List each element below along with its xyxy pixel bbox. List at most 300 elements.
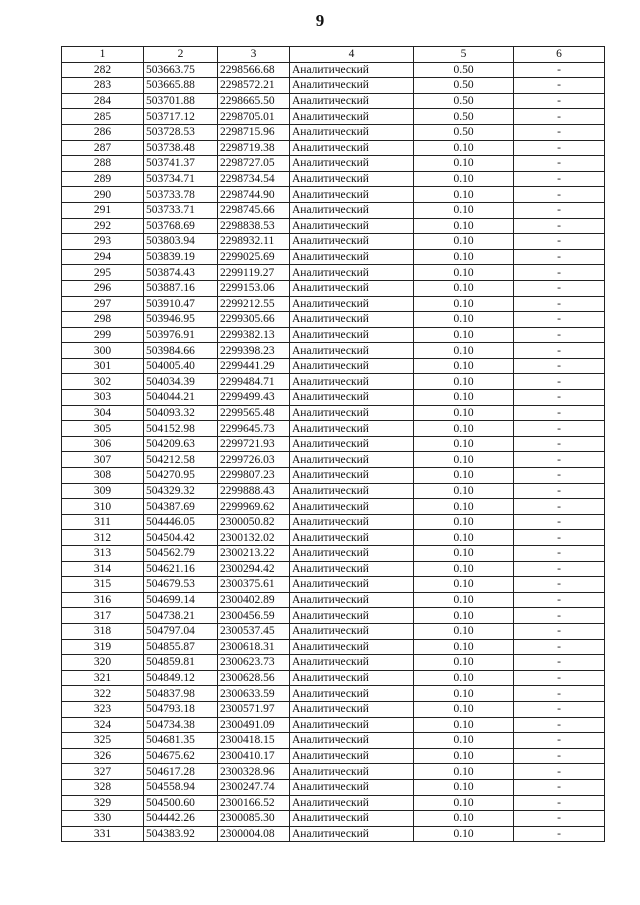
note-cell: -: [514, 452, 605, 468]
method-cell: Аналитический: [290, 764, 414, 780]
table-row: [62, 265, 605, 281]
point-number-cell: 307: [62, 452, 144, 468]
table-row: [62, 374, 605, 390]
method-cell: Аналитический: [290, 826, 414, 842]
y-coordinate-cell: 2300050.82: [218, 514, 290, 530]
table-row: [62, 701, 605, 717]
x-coordinate-cell: 503665.88: [144, 78, 218, 94]
point-number-cell: 300: [62, 343, 144, 359]
y-coordinate-cell: 2300456.59: [218, 608, 290, 624]
note-cell: -: [514, 62, 605, 78]
table-row: [62, 530, 605, 546]
header-cell-y: 3: [218, 47, 290, 63]
point-number-cell: 331: [62, 826, 144, 842]
note-cell: -: [514, 483, 605, 499]
accuracy-cell: 0.50: [414, 109, 514, 125]
x-coordinate-cell: 504093.32: [144, 405, 218, 421]
note-cell: -: [514, 764, 605, 780]
point-number-cell: 288: [62, 156, 144, 172]
method-cell: Аналитический: [290, 468, 414, 484]
method-cell: Аналитический: [290, 62, 414, 78]
accuracy-cell: 0.50: [414, 62, 514, 78]
x-coordinate-cell: 504446.05: [144, 514, 218, 530]
table-row: [62, 343, 605, 359]
method-cell: Аналитический: [290, 296, 414, 312]
y-coordinate-cell: 2300247.74: [218, 779, 290, 795]
note-cell: -: [514, 405, 605, 421]
table-row: [62, 171, 605, 187]
x-coordinate-cell: 503701.88: [144, 93, 218, 109]
table-row: [62, 280, 605, 296]
x-coordinate-cell: 504797.04: [144, 623, 218, 639]
table-row: [62, 717, 605, 733]
x-coordinate-cell: 503728.53: [144, 124, 218, 140]
table-row: [62, 670, 605, 686]
x-coordinate-cell: 503976.91: [144, 327, 218, 343]
x-coordinate-cell: 504621.16: [144, 561, 218, 577]
method-cell: Аналитический: [290, 592, 414, 608]
accuracy-cell: 0.10: [414, 358, 514, 374]
accuracy-cell: 0.10: [414, 280, 514, 296]
accuracy-cell: 0.10: [414, 265, 514, 281]
point-number-cell: 328: [62, 779, 144, 795]
x-coordinate-cell: 504558.94: [144, 779, 218, 795]
accuracy-cell: 0.10: [414, 405, 514, 421]
point-number-cell: 324: [62, 717, 144, 733]
note-cell: -: [514, 748, 605, 764]
point-number-cell: 310: [62, 499, 144, 515]
point-number-cell: 325: [62, 733, 144, 749]
note-cell: -: [514, 592, 605, 608]
header-cell-note: 6: [514, 47, 605, 63]
point-number-cell: 297: [62, 296, 144, 312]
accuracy-cell: 0.10: [414, 187, 514, 203]
accuracy-cell: 0.10: [414, 826, 514, 842]
x-coordinate-cell: 504500.60: [144, 795, 218, 811]
method-cell: Аналитический: [290, 265, 414, 281]
header-cell-point-number: 1: [62, 47, 144, 63]
x-coordinate-cell: 504675.62: [144, 748, 218, 764]
note-cell: -: [514, 234, 605, 250]
accuracy-cell: 0.10: [414, 655, 514, 671]
method-cell: Аналитический: [290, 109, 414, 125]
method-cell: Аналитический: [290, 343, 414, 359]
method-cell: Аналитический: [290, 670, 414, 686]
point-number-cell: 320: [62, 655, 144, 671]
method-cell: Аналитический: [290, 421, 414, 437]
note-cell: -: [514, 670, 605, 686]
method-cell: Аналитический: [290, 78, 414, 94]
point-number-cell: 295: [62, 265, 144, 281]
note-cell: -: [514, 655, 605, 671]
x-coordinate-cell: 503887.16: [144, 280, 218, 296]
point-number-cell: 290: [62, 187, 144, 203]
point-number-cell: 323: [62, 701, 144, 717]
header-cell-x: 2: [144, 47, 218, 63]
table-row: [62, 436, 605, 452]
coordinates-table: [61, 46, 605, 842]
method-cell: Аналитический: [290, 608, 414, 624]
table-row: [62, 405, 605, 421]
y-coordinate-cell: 2300418.15: [218, 733, 290, 749]
table-row: [62, 639, 605, 655]
accuracy-cell: 0.10: [414, 452, 514, 468]
point-number-cell: 283: [62, 78, 144, 94]
accuracy-cell: 0.10: [414, 530, 514, 546]
table-row: [62, 577, 605, 593]
note-cell: -: [514, 296, 605, 312]
table-row: [62, 468, 605, 484]
note-cell: -: [514, 811, 605, 827]
point-number-cell: 302: [62, 374, 144, 390]
method-cell: Аналитический: [290, 390, 414, 406]
note-cell: -: [514, 436, 605, 452]
table-row: [62, 483, 605, 499]
y-coordinate-cell: 2298745.66: [218, 202, 290, 218]
y-coordinate-cell: 2299153.06: [218, 280, 290, 296]
y-coordinate-cell: 2300623.73: [218, 655, 290, 671]
note-cell: -: [514, 124, 605, 140]
table-row: [62, 249, 605, 265]
note-cell: -: [514, 795, 605, 811]
method-cell: Аналитический: [290, 124, 414, 140]
y-coordinate-cell: 2300628.56: [218, 670, 290, 686]
point-number-cell: 306: [62, 436, 144, 452]
accuracy-cell: 0.10: [414, 202, 514, 218]
y-coordinate-cell: 2298727.05: [218, 156, 290, 172]
x-coordinate-cell: 504855.87: [144, 639, 218, 655]
method-cell: Аналитический: [290, 733, 414, 749]
method-cell: Аналитический: [290, 405, 414, 421]
method-cell: Аналитический: [290, 701, 414, 717]
table-row: [62, 811, 605, 827]
y-coordinate-cell: 2299119.27: [218, 265, 290, 281]
y-coordinate-cell: 2299212.55: [218, 296, 290, 312]
accuracy-cell: 0.10: [414, 592, 514, 608]
method-cell: Аналитический: [290, 639, 414, 655]
accuracy-cell: 0.10: [414, 390, 514, 406]
accuracy-cell: 0.10: [414, 374, 514, 390]
point-number-cell: 329: [62, 795, 144, 811]
table-row: [62, 733, 605, 749]
y-coordinate-cell: 2298719.38: [218, 140, 290, 156]
note-cell: -: [514, 733, 605, 749]
method-cell: Аналитический: [290, 514, 414, 530]
accuracy-cell: 0.10: [414, 717, 514, 733]
method-cell: Аналитический: [290, 140, 414, 156]
method-cell: Аналитический: [290, 811, 414, 827]
table-row: [62, 623, 605, 639]
accuracy-cell: 0.10: [414, 421, 514, 437]
method-cell: Аналитический: [290, 655, 414, 671]
point-number-cell: 326: [62, 748, 144, 764]
table-row: [62, 62, 605, 78]
table-row: [62, 514, 605, 530]
y-coordinate-cell: 2300004.08: [218, 826, 290, 842]
x-coordinate-cell: 504270.95: [144, 468, 218, 484]
x-coordinate-cell: 504681.35: [144, 733, 218, 749]
note-cell: -: [514, 156, 605, 172]
table-row: [62, 358, 605, 374]
x-coordinate-cell: 503733.78: [144, 187, 218, 203]
y-coordinate-cell: 2300085.30: [218, 811, 290, 827]
point-number-cell: 308: [62, 468, 144, 484]
table-row: [62, 795, 605, 811]
point-number-cell: 299: [62, 327, 144, 343]
accuracy-cell: 0.10: [414, 639, 514, 655]
table-row: [62, 187, 605, 203]
note-cell: -: [514, 109, 605, 125]
y-coordinate-cell: 2300166.52: [218, 795, 290, 811]
x-coordinate-cell: 504562.79: [144, 546, 218, 562]
table-row: [62, 655, 605, 671]
point-number-cell: 301: [62, 358, 144, 374]
point-number-cell: 286: [62, 124, 144, 140]
x-coordinate-cell: 504793.18: [144, 701, 218, 717]
y-coordinate-cell: 2298838.53: [218, 218, 290, 234]
note-cell: -: [514, 171, 605, 187]
x-coordinate-cell: 503733.71: [144, 202, 218, 218]
table-row: [62, 390, 605, 406]
point-number-cell: 322: [62, 686, 144, 702]
note-cell: -: [514, 265, 605, 281]
method-cell: Аналитический: [290, 218, 414, 234]
x-coordinate-cell: 504005.40: [144, 358, 218, 374]
accuracy-cell: 0.10: [414, 249, 514, 265]
x-coordinate-cell: 504837.98: [144, 686, 218, 702]
y-coordinate-cell: 2298744.90: [218, 187, 290, 203]
point-number-cell: 293: [62, 234, 144, 250]
y-coordinate-cell: 2300294.42: [218, 561, 290, 577]
table-row: [62, 202, 605, 218]
accuracy-cell: 0.10: [414, 561, 514, 577]
y-coordinate-cell: 2298705.01: [218, 109, 290, 125]
method-cell: Аналитический: [290, 686, 414, 702]
method-cell: Аналитический: [290, 717, 414, 733]
x-coordinate-cell: 504044.21: [144, 390, 218, 406]
y-coordinate-cell: 2299305.66: [218, 312, 290, 328]
accuracy-cell: 0.10: [414, 312, 514, 328]
x-coordinate-cell: 503741.37: [144, 156, 218, 172]
note-cell: -: [514, 623, 605, 639]
table-row: [62, 561, 605, 577]
note-cell: -: [514, 779, 605, 795]
method-cell: Аналитический: [290, 312, 414, 328]
point-number-cell: 315: [62, 577, 144, 593]
note-cell: -: [514, 218, 605, 234]
point-number-cell: 305: [62, 421, 144, 437]
table-row: [62, 93, 605, 109]
note-cell: -: [514, 530, 605, 546]
accuracy-cell: 0.10: [414, 670, 514, 686]
method-cell: Аналитический: [290, 358, 414, 374]
note-cell: -: [514, 390, 605, 406]
method-cell: Аналитический: [290, 156, 414, 172]
note-cell: -: [514, 717, 605, 733]
table-row: [62, 546, 605, 562]
table-row: [62, 140, 605, 156]
point-number-cell: 319: [62, 639, 144, 655]
y-coordinate-cell: 2299969.62: [218, 499, 290, 515]
y-coordinate-cell: 2299726.03: [218, 452, 290, 468]
point-number-cell: 292: [62, 218, 144, 234]
accuracy-cell: 0.10: [414, 577, 514, 593]
y-coordinate-cell: 2300213.22: [218, 546, 290, 562]
accuracy-cell: 0.10: [414, 296, 514, 312]
accuracy-cell: 0.10: [414, 623, 514, 639]
method-cell: Аналитический: [290, 202, 414, 218]
accuracy-cell: 0.10: [414, 795, 514, 811]
point-number-cell: 330: [62, 811, 144, 827]
x-coordinate-cell: 503874.43: [144, 265, 218, 281]
accuracy-cell: 0.10: [414, 483, 514, 499]
point-number-cell: 317: [62, 608, 144, 624]
table-row: [62, 826, 605, 842]
y-coordinate-cell: 2300402.89: [218, 592, 290, 608]
y-coordinate-cell: 2300375.61: [218, 577, 290, 593]
table-row: [62, 218, 605, 234]
accuracy-cell: 0.10: [414, 140, 514, 156]
note-cell: -: [514, 701, 605, 717]
y-coordinate-cell: 2300132.02: [218, 530, 290, 546]
accuracy-cell: 0.10: [414, 514, 514, 530]
y-coordinate-cell: 2298665.50: [218, 93, 290, 109]
x-coordinate-cell: 503839.19: [144, 249, 218, 265]
point-number-cell: 327: [62, 764, 144, 780]
y-coordinate-cell: 2299721.93: [218, 436, 290, 452]
y-coordinate-cell: 2300633.59: [218, 686, 290, 702]
method-cell: Аналитический: [290, 171, 414, 187]
y-coordinate-cell: 2298734.54: [218, 171, 290, 187]
table-row: [62, 608, 605, 624]
x-coordinate-cell: 503663.75: [144, 62, 218, 78]
y-coordinate-cell: 2298715.96: [218, 124, 290, 140]
method-cell: Аналитический: [290, 452, 414, 468]
note-cell: -: [514, 546, 605, 562]
point-number-cell: 313: [62, 546, 144, 562]
method-cell: Аналитический: [290, 374, 414, 390]
method-cell: Аналитический: [290, 499, 414, 515]
accuracy-cell: 0.50: [414, 93, 514, 109]
y-coordinate-cell: 2299398.23: [218, 343, 290, 359]
note-cell: -: [514, 312, 605, 328]
y-coordinate-cell: 2298566.68: [218, 62, 290, 78]
x-coordinate-cell: 504738.21: [144, 608, 218, 624]
method-cell: Аналитический: [290, 779, 414, 795]
point-number-cell: 318: [62, 623, 144, 639]
point-number-cell: 312: [62, 530, 144, 546]
point-number-cell: 311: [62, 514, 144, 530]
y-coordinate-cell: 2299484.71: [218, 374, 290, 390]
method-cell: Аналитический: [290, 795, 414, 811]
table-row: [62, 156, 605, 172]
table-row: [62, 748, 605, 764]
method-cell: Аналитический: [290, 530, 414, 546]
table-body: [62, 62, 605, 842]
note-cell: -: [514, 187, 605, 203]
x-coordinate-cell: 503738.48: [144, 140, 218, 156]
table-row: [62, 686, 605, 702]
accuracy-cell: 0.10: [414, 748, 514, 764]
accuracy-cell: 0.10: [414, 811, 514, 827]
point-number-cell: 284: [62, 93, 144, 109]
x-coordinate-cell: 504152.98: [144, 421, 218, 437]
point-number-cell: 291: [62, 202, 144, 218]
note-cell: -: [514, 343, 605, 359]
note-cell: -: [514, 374, 605, 390]
x-coordinate-cell: 504617.28: [144, 764, 218, 780]
note-cell: -: [514, 78, 605, 94]
note-cell: -: [514, 639, 605, 655]
x-coordinate-cell: 504504.42: [144, 530, 218, 546]
note-cell: -: [514, 421, 605, 437]
table-row: [62, 499, 605, 515]
note-cell: -: [514, 577, 605, 593]
point-number-cell: 296: [62, 280, 144, 296]
table-row: [62, 312, 605, 328]
x-coordinate-cell: 504734.38: [144, 717, 218, 733]
y-coordinate-cell: 2299888.43: [218, 483, 290, 499]
point-number-cell: 303: [62, 390, 144, 406]
note-cell: -: [514, 202, 605, 218]
note-cell: -: [514, 499, 605, 515]
accuracy-cell: 0.10: [414, 156, 514, 172]
table-row: [62, 327, 605, 343]
accuracy-cell: 0.10: [414, 327, 514, 343]
method-cell: Аналитический: [290, 327, 414, 343]
method-cell: Аналитический: [290, 483, 414, 499]
point-number-cell: 282: [62, 62, 144, 78]
table-row: [62, 779, 605, 795]
y-coordinate-cell: 2299565.48: [218, 405, 290, 421]
accuracy-cell: 0.10: [414, 733, 514, 749]
accuracy-cell: 0.10: [414, 779, 514, 795]
accuracy-cell: 0.10: [414, 686, 514, 702]
note-cell: -: [514, 358, 605, 374]
method-cell: Аналитический: [290, 280, 414, 296]
x-coordinate-cell: 504034.39: [144, 374, 218, 390]
y-coordinate-cell: 2300537.45: [218, 623, 290, 639]
accuracy-cell: 0.10: [414, 546, 514, 562]
table-row: [62, 78, 605, 94]
point-number-cell: 289: [62, 171, 144, 187]
y-coordinate-cell: 2299441.29: [218, 358, 290, 374]
x-coordinate-cell: 504859.81: [144, 655, 218, 671]
point-number-cell: 309: [62, 483, 144, 499]
y-coordinate-cell: 2300491.09: [218, 717, 290, 733]
x-coordinate-cell: 504849.12: [144, 670, 218, 686]
method-cell: Аналитический: [290, 546, 414, 562]
x-coordinate-cell: 504383.92: [144, 826, 218, 842]
table-row: [62, 296, 605, 312]
method-cell: Аналитический: [290, 187, 414, 203]
method-cell: Аналитический: [290, 93, 414, 109]
table-header: [62, 47, 605, 63]
accuracy-cell: 0.10: [414, 171, 514, 187]
method-cell: Аналитический: [290, 748, 414, 764]
y-coordinate-cell: 2298572.21: [218, 78, 290, 94]
accuracy-cell: 0.10: [414, 218, 514, 234]
y-coordinate-cell: 2299499.43: [218, 390, 290, 406]
y-coordinate-cell: 2300571.97: [218, 701, 290, 717]
method-cell: Аналитический: [290, 623, 414, 639]
y-coordinate-cell: 2299382.13: [218, 327, 290, 343]
accuracy-cell: 0.10: [414, 764, 514, 780]
accuracy-cell: 0.10: [414, 436, 514, 452]
point-number-cell: 285: [62, 109, 144, 125]
point-number-cell: 304: [62, 405, 144, 421]
accuracy-cell: 0.10: [414, 468, 514, 484]
